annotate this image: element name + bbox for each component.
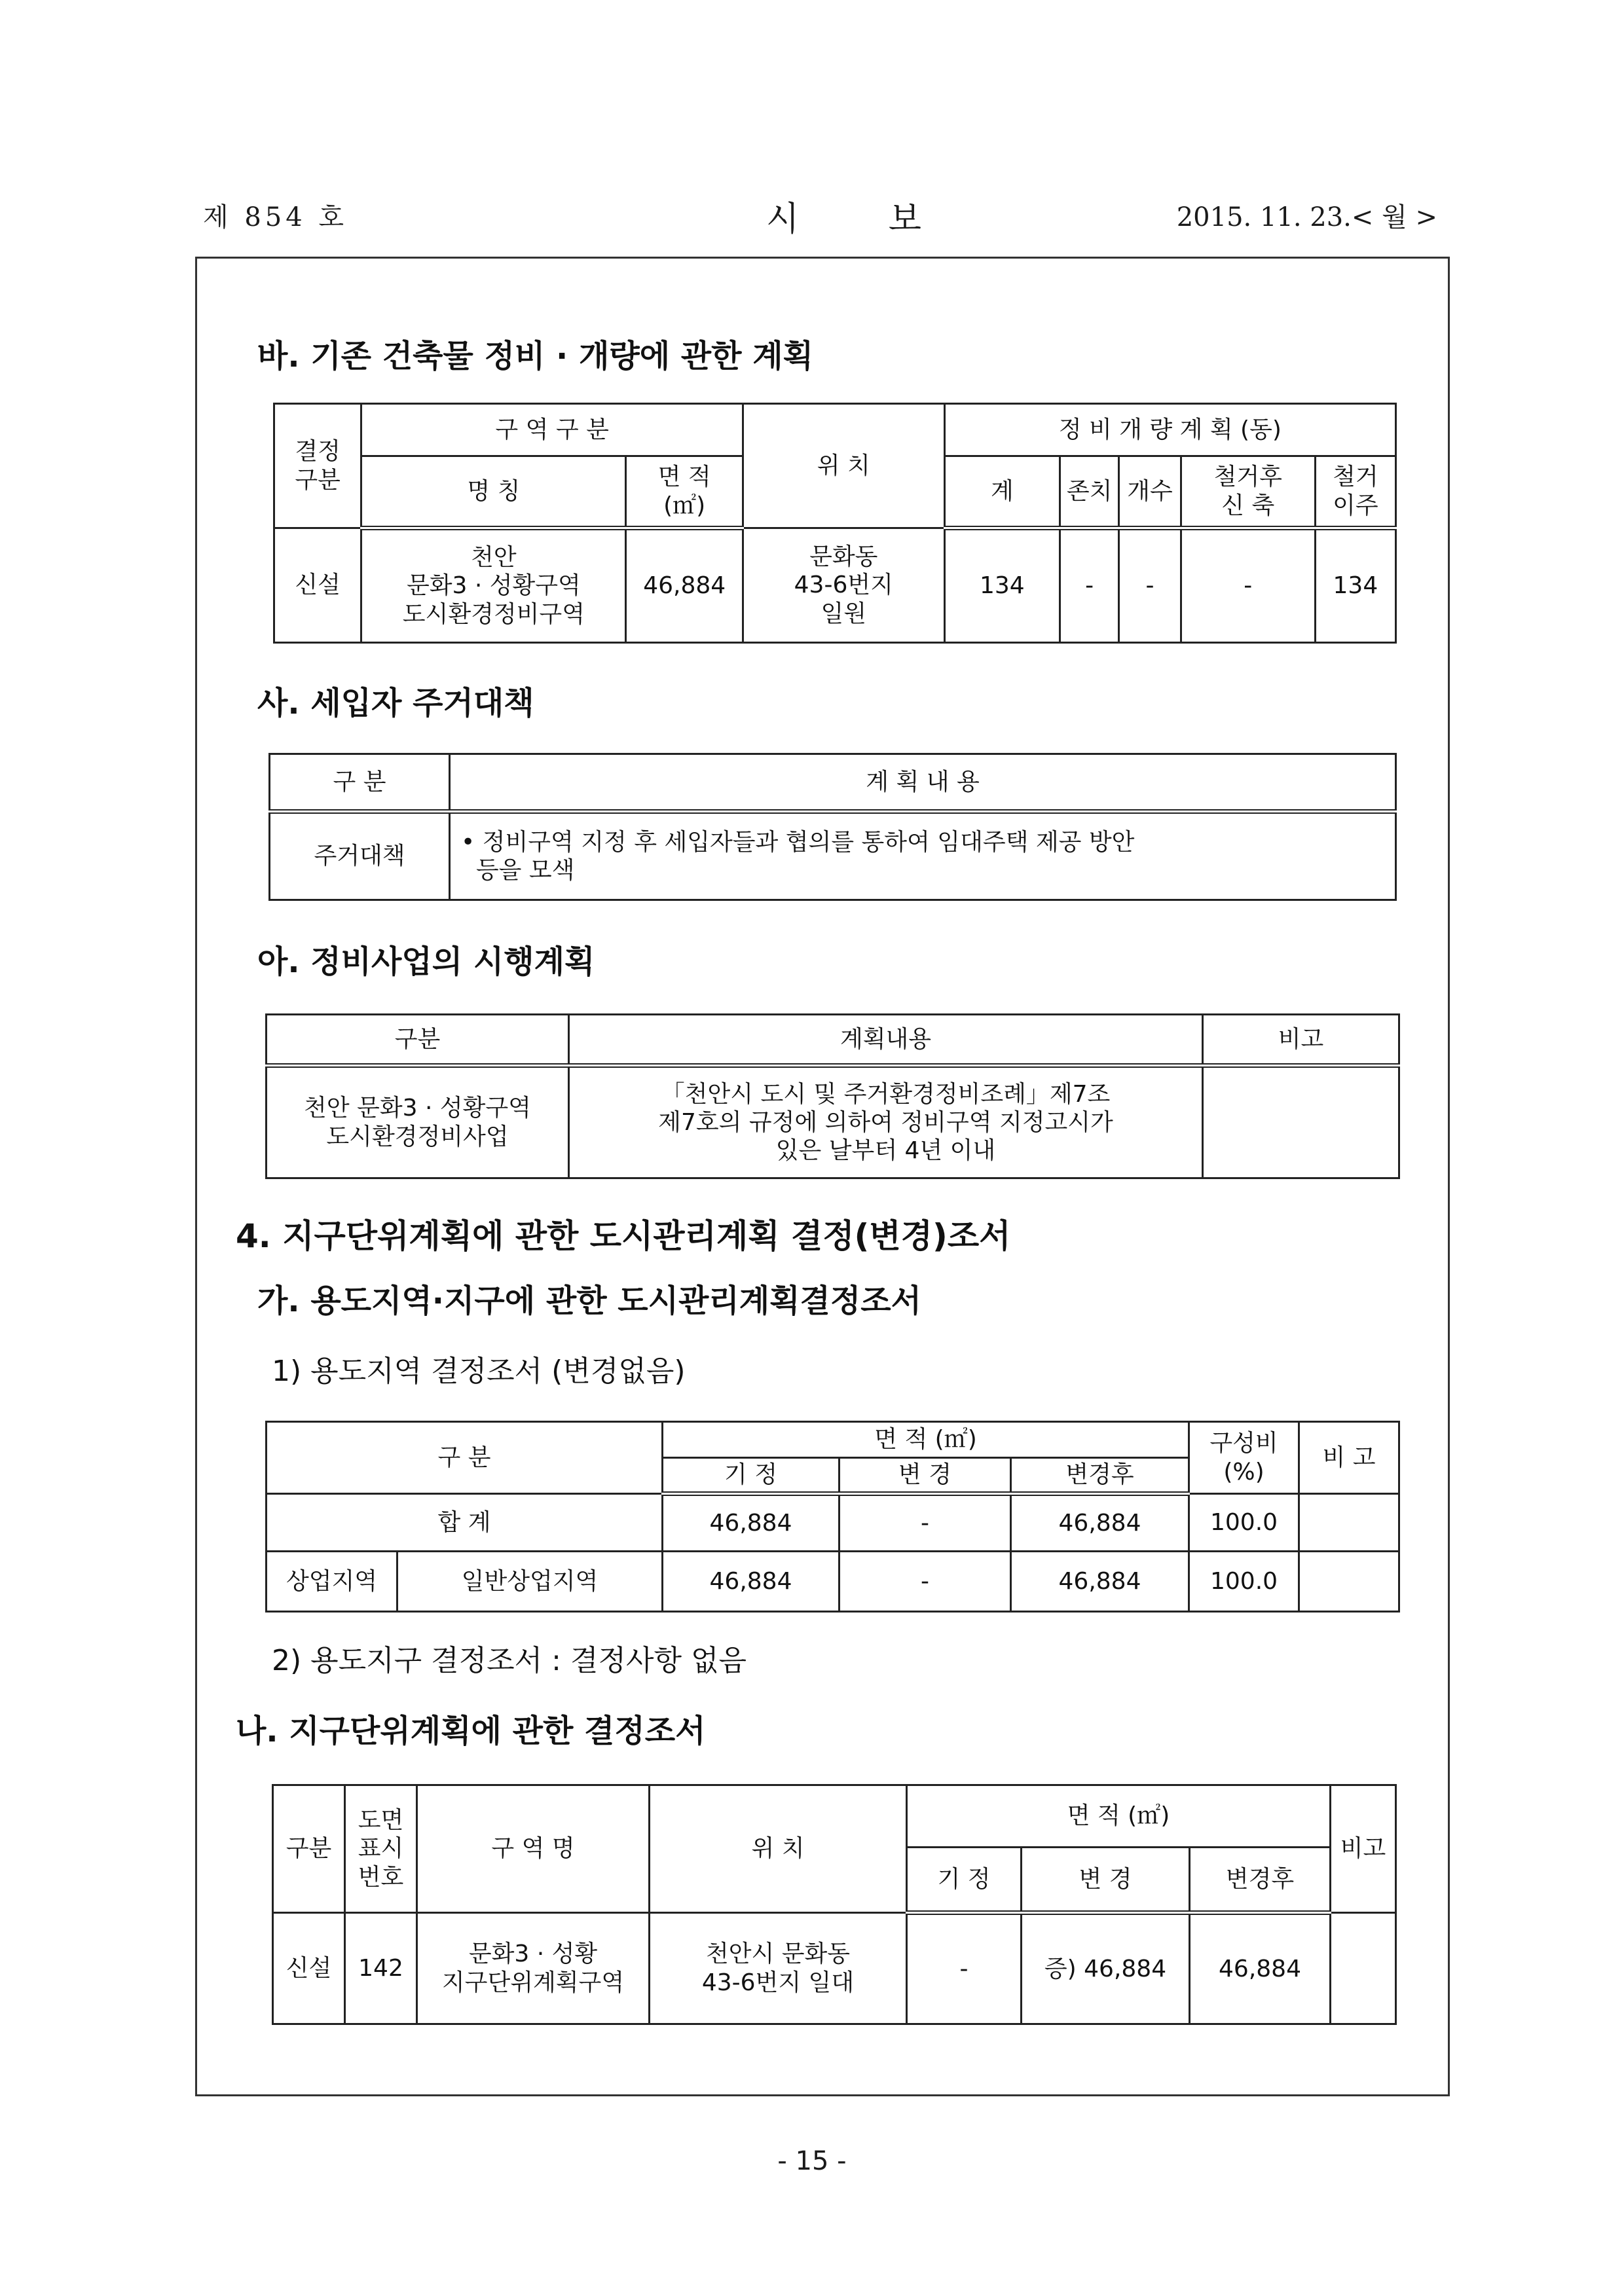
cell-after: 46,884 — [1190, 1913, 1331, 2024]
cell-division: 신설 — [273, 1913, 345, 2024]
cell-subzone: 일반상업지역 — [397, 1552, 663, 1612]
cell-total: 134 — [944, 528, 1060, 643]
section-na-heading: 나. 지구단위계획에 관한 결정조서 — [236, 1713, 706, 1749]
district-unit-plan-table — [272, 1784, 1397, 2025]
cell-change: - — [840, 1552, 1011, 1612]
header-total: 계 — [944, 456, 1060, 528]
subsection-ga1-heading: 1) 용도지역 결정조서 (변경없음) — [272, 1355, 686, 1388]
cell-ratio: 100.0 — [1189, 1552, 1299, 1612]
section-a-heading: 아. 정비사업의 시행계획 — [257, 943, 595, 980]
header-map-number: 도면 표시 번호 — [345, 1785, 417, 1913]
header-change: 변 경 — [840, 1458, 1011, 1494]
cell-project-note — [1203, 1066, 1399, 1178]
header-keep: 존치 — [1060, 456, 1119, 528]
cell-note — [1331, 1913, 1396, 2024]
cell-note — [1299, 1552, 1399, 1612]
cell-map-number: 142 — [345, 1913, 417, 2024]
cell-total-change: - — [840, 1494, 1011, 1552]
cell-total-after: 46,884 — [1011, 1494, 1189, 1552]
cell-project-content: 「천안시 도시 및 주거환경정비조례」제7조 제7호의 규정에 의하여 정비구역 지정고시가 있은 날부터 4년 이내 — [569, 1066, 1203, 1178]
section-ga-heading: 가. 용도지역·지구에 관한 도시관리계획결정조서 — [257, 1283, 921, 1319]
cell-rebuild: - — [1181, 528, 1315, 643]
project-implementation-table — [265, 1013, 1400, 1179]
cell-area: 46,884 — [626, 528, 743, 643]
cell-project-label: 천안 문화3 · 성황구역 도시환경정비사업 — [267, 1066, 569, 1178]
header-plan-content: 계획내용 — [569, 1015, 1203, 1066]
cell-existing: 46,884 — [663, 1552, 840, 1612]
cell-existing: - — [907, 1913, 1022, 2024]
header-after: 변경후 — [1190, 1848, 1331, 1913]
cell-repair: - — [1119, 528, 1181, 643]
header-area: 면 적 (㎡) — [626, 456, 743, 528]
header-location: 위 치 — [650, 1785, 907, 1913]
cell-total-label: 합 계 — [267, 1494, 663, 1552]
cell-housing-content: • 정비구역 지정 후 세입자들과 협의를 통하여 임대주택 제공 방안 등을 모색 — [450, 812, 1396, 900]
cell-total-existing: 46,884 — [663, 1494, 840, 1552]
tenant-housing-table — [268, 753, 1397, 901]
header-existing: 기 정 — [663, 1458, 840, 1494]
issue-date: 2015. 11. 23.< 월 > — [1176, 202, 1437, 232]
issue-number: 제 854 호 — [203, 202, 348, 232]
header-ratio: 구성비 (%) — [1189, 1422, 1299, 1494]
cell-housing-label: 주거대책 — [270, 812, 450, 900]
cell-location: 천안시 문화동 43-6번지 일대 — [650, 1913, 907, 2024]
header-name: 명 칭 — [361, 456, 626, 528]
cell-after: 46,884 — [1011, 1552, 1189, 1612]
header-change: 변 경 — [1022, 1848, 1190, 1913]
cell-location: 문화동 43-6번지 일원 — [743, 528, 944, 643]
header-demolish: 철거 이주 — [1315, 456, 1395, 528]
cell-decision: 신설 — [274, 528, 361, 643]
cell-zone: 상업지역 — [267, 1552, 397, 1612]
header-division: 구분 — [273, 1785, 345, 1913]
header-note: 비고 — [1203, 1015, 1399, 1066]
header-division: 구 분 — [267, 1422, 663, 1494]
header-location: 위 치 — [743, 404, 944, 528]
header-area: 면 적 (㎡) — [663, 1422, 1189, 1458]
cell-zone-name: 문화3 · 성황 지구단위계획구역 — [417, 1913, 650, 2024]
page-number: - 15 - — [777, 2146, 847, 2176]
header-zone-division: 구 역 구 분 — [361, 404, 743, 456]
cell-change: 증) 46,884 — [1022, 1913, 1190, 2024]
header-plan-content: 계 획 내 용 — [450, 754, 1396, 812]
header-note: 비고 — [1331, 1785, 1396, 1913]
header-zone-name: 구 역 명 — [417, 1785, 650, 1913]
header-area: 면 적 (㎡) — [907, 1785, 1331, 1848]
use-zone-table — [265, 1421, 1400, 1613]
header-division: 구분 — [267, 1015, 569, 1066]
subsection-ga2-heading: 2) 용도지구 결정조서 : 결정사항 없음 — [272, 1644, 747, 1677]
section-sa-heading: 사. 세입자 주거대책 — [257, 685, 534, 721]
cell-keep: - — [1060, 528, 1119, 643]
header-existing: 기 정 — [907, 1848, 1022, 1913]
building-improvement-table — [273, 403, 1397, 644]
cell-total-note — [1299, 1494, 1399, 1552]
header-note: 비 고 — [1299, 1422, 1399, 1494]
cell-demolish: 134 — [1315, 528, 1395, 643]
header-rebuild: 철거후 신 축 — [1181, 456, 1315, 528]
page-title: 시 보 — [766, 200, 961, 239]
cell-name: 천안 문화3 · 성황구역 도시환경정비구역 — [361, 528, 626, 643]
header-improvement-plan: 정 비 개 량 계 획 (동) — [944, 404, 1395, 456]
header-repair: 개수 — [1119, 456, 1181, 528]
header-after: 변경후 — [1011, 1458, 1189, 1494]
section-ba-heading: 바. 기존 건축물 정비 · 개량에 관한 계획 — [257, 338, 813, 374]
header-decision: 결정 구분 — [274, 404, 361, 528]
section-4-heading: 4. 지구단위계획에 관한 도시관리계획 결정(변경)조서 — [236, 1217, 1011, 1255]
header-division: 구 분 — [270, 754, 450, 812]
cell-total-ratio: 100.0 — [1189, 1494, 1299, 1552]
